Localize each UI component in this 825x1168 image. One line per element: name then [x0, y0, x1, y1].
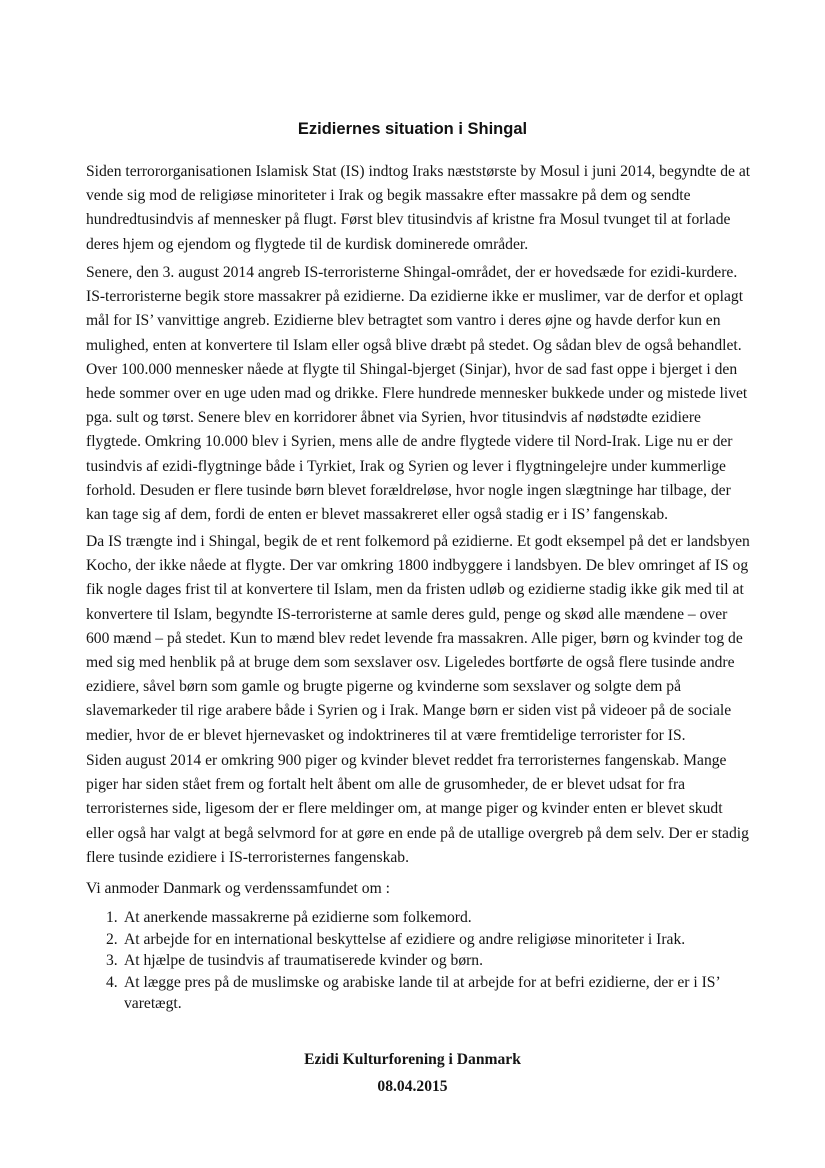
list-item-text: At lægge pres på de muslimske og arabiske lande til at arbejde for at befri ezidierne, der er i IS’ varetægt.	[124, 973, 720, 1012]
list-item-number: 3.	[106, 952, 118, 969]
request-list	[86, 907, 754, 1015]
list-item-number: 1.	[106, 909, 118, 926]
paragraph-intro: Siden terrororganisationen Islamisk Stat (IS) indtog Iraks næststørste by Mosul i juni 2014, begyndte de at vende sig mod de religiøse minoriteter i Irak og begik massakre efter massakre på dem og sendte hundredtusindvis af mennesker på flugt. Først blev titusindvis af kristne fra Mosul tvunget til at forlade deres hjem og ejendom og flygtede til de kurdisk dominerede områder.	[86, 163, 751, 253]
document-title: Ezidiernes situation i Shingal	[297, 120, 528, 138]
list-item-text: At anerkende massakrerne på ezidierne som folkemord.	[124, 909, 472, 926]
signature-date: 08.04.2015	[377, 1078, 448, 1095]
paragraph-appeal: Vi anmoder Danmark og verdenssamfundet om :	[86, 880, 390, 897]
list-item-number: 2.	[106, 930, 118, 948]
list-item-text: At arbejde for en international beskyttelse af ezidiere og andre religiøse minoriteter i Irak.	[124, 930, 686, 948]
list-item	[86, 907, 754, 929]
list-item	[86, 972, 754, 1015]
paragraph-kocho: Da IS trængte ind i Shingal, begik de et rent folkemord på ezidierne. Et godt eksempel på det er landsbyen Kocho, der ikke nåede at flygte. Der var omkring 1800 indbyggere i landsbyen. De blev omringet af IS og fik nogle dages frist til at konvertere til Islam, men da fristen udløb og ezidierne stadig ikke gik med til at konvertere til Islam, begyndte IS-terroristerne at samle deres guld, penge og skød alle mændene – over 600 mænd – på stedet. Kun to mænd blev redet levende fra massakren. Alle piger, børn og kvinder tog de med sig med henblik på at bruge dem som sexslaver osv. Ligeledes bortførte de også flere tusinde andre ezidiere, såvel børn som gamle og brugte pigerne og kvinderne som sexslaver og solgte dem på slavemarkeder til rige arabere både i Syrien og i Irak. Mange børn er siden vist på videoer på de sociale medier, hvor de er blevet hjernevasket og indoktrineres til at være fremtidelige terrorister for IS.	[86, 533, 750, 744]
list-item	[86, 950, 754, 972]
list-item-text: At hjælpe de tusindvis af traumatiserede kvinder og børn.	[124, 952, 484, 969]
paragraph-rescued: Siden august 2014 er omkring 900 piger og kvinder blevet reddet fra terroristernes fangenskab. Mange piger har siden stået frem og fortalt helt åbent om alle de grusomheder, de er blevet udsat for fra terroristernes side, ligesom der er flere meldinger om, at mange piger og kvinder enten er blevet skudt eller også har valgt at begå selvmord for at gøre en ende på de utallige overgreb på dem selv. Der er stadig flere tusinde ezidiere i IS-terroristernes fangenskab.	[86, 752, 749, 866]
paragraph-attack: Senere, den 3. august 2014 angreb IS-terroristerne Shingal-området, der er hovedsæde for ezidi-kurdere. IS-terroristerne begik store massakrer på ezidierne. Da ezidierne ikke er muslimer, var de derfor et oplagt mål for IS’ vanvittige angreb. Ezidierne blev betragtet som vantro i deres øjne og havde derfor kun en mulighed, enten at konvertere til Islam eller også blive dræbt på stedet. Og sådan blev de også behandlet. Over 100.000 mennesker nåede at flygte til Shingal-bjerget (Sinjar), hvor de sad fast oppe i bjerget i den hede sommer over en uge uden mad og drikke. Flere hundrede mennesker bukkede under og mistede livet pga. sult og tørst. Senere blev en korridorer åbnet via Syrien, hvor titusindvis af nødstødte ezidiere flygtede. Omkring 10.000 blev i Syrien, mens alle de andre flygtede videre til Nord-Irak. Lige nu er der tusindvis af ezidi-flygtninge både i Tyrkiet, Irak og Syrien og lever i flygtningelejre under kummerlige forhold. Desuden er flere tusinde børn blevet forældreløse, hvor nogle ingen slægtninge har tilbage, der kan tage sig af dem, fordi de enten er blevet massakreret eller også stadig er i IS’ fangenskab.	[86, 264, 748, 524]
list-item-number: 4.	[106, 973, 118, 991]
signature-organization: Ezidi Kulturforening i Danmark	[304, 1051, 521, 1068]
list-item	[86, 929, 754, 951]
